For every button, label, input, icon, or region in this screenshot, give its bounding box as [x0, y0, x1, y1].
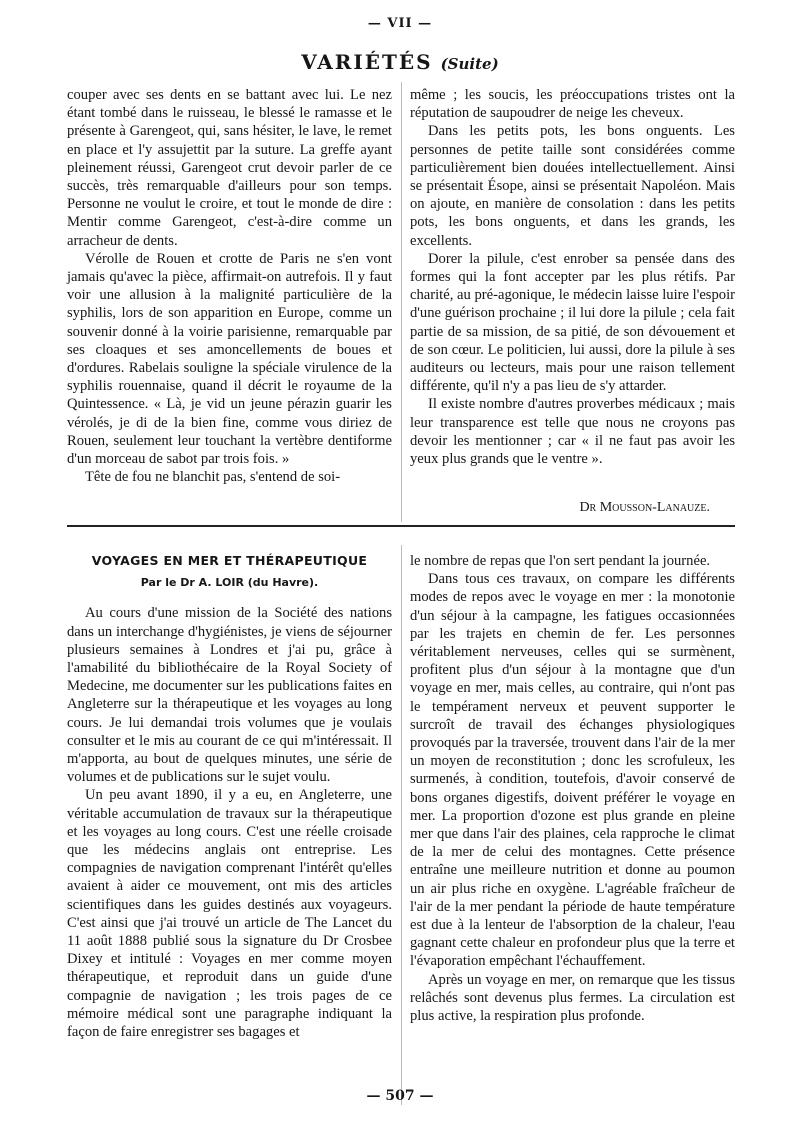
paragraph: Tête de fou ne blanchit pas, s'entend de soi-	[85, 469, 341, 486]
paragraph: Il existe nombre d'autres proverbes médicaux ; mais leur transparence est telle que nous ne croyons pas devoir les mentionner ; car « il ne faut pas avoir les yeux plus grands que le ventre ».	[410, 396, 735, 468]
page-number: — 507 —	[366, 1088, 434, 1104]
paragraph: Dans les petits pots, les bons onguents. Les personnes de petite taille sont considérées comme particulièrement bien douées intellectuellement. Ainsi se présentait Ésope, ainsi se présentait Napoléon. Mais on ajoute, en manière de consolation : dans les petits pots, les bons onguents, et dans les grands, les excellents.	[410, 123, 735, 249]
paragraph: Dorer la pilule, c'est enrober sa pensée dans des formes qui la font accepter par les plus rétifs. Par charité, au pré-agonique, le médecin laisse luire l'espoir d'une guérison prochaine ; il lui dore la pilule ; cela fait partie de sa mission, de sa pitié, de son dévouement et de son cœur. Le politicien, lui aussi, dore la pilule à ses auditeurs ou lecteurs, mais pour une raison tellement différente, qu'il n'y a pas lieu de s'y attarder.	[410, 250, 735, 395]
paragraph: Au cours d'une mission de la Société des nations dans un interchange d'hygiénistes, je viens de séjourner plusieurs semaines à Londres et j'ai pu, grâce à l'amabilité du bibliothécaire de la Royal Society of Medecine, me documenter sur les publications faites en Angleterre sur la thérapeutique et les voyages au long cours. Je lui demandai trois volumes que je voulais consulter et le mis au courant de ce qui m'intéressait. Il m'apporta, au bout de quelques minutes, une série de volumes et de publications sur le sujet voulu.	[67, 605, 392, 786]
paragraph: le nombre de repas que l'on sert pendant la journée.	[410, 553, 711, 569]
article-left-column	[67, 552, 392, 1041]
author-signature: Dr Mousson-Lanauze.	[579, 500, 710, 515]
article-title: VOYAGES EN MER ET THÉRAPEUTIQUE	[91, 553, 368, 568]
column-divider-top	[401, 82, 402, 522]
paragraph: couper avec ses dents en se battant avec lui. Le nez étant tombé dans le ruisseau, le blessé le ramasse et le présente à Garengeot, qui, sans hésiter, le lave, le remet en place et l'y assujettit par la suture. La greffe ayant pleinement réussi, Garengeot crut devoir parler de ce succès, très remarquable d'ailleurs pour son temps. Personne ne voulut le croire, et tout le monde de dire : Mentir comme Garengeot, c'est-à-dire comme un arracheur de dents.	[67, 87, 392, 249]
column-divider-bottom	[401, 545, 402, 1105]
roman-page-number: — VII —	[367, 16, 433, 31]
paragraph: Vérolle de Rouen et crotte de Paris ne s'en vont jamais qu'avec la pièce, affirmait-on autrefois. Il y faut voir une allusion à la malignité particulière de la syphilis, lors de son apparition en Europe, comme un souvenir donné à la voirie parisienne, remarquable par ses cloaques et ses amoncellements de boues et d'ordures. Rabelais souligne la spéciale virulence de la syphilis rouennaise, quand il décrit le royaume de la Quintessence. « Là, je vid un jeune pérazin guarir les vérolés, je di de la bien fine, comme vous diriez de Rouen, seulement leur touchant la vertèbre dentiforme d'un morceau de sabot par trois fois. »	[67, 250, 392, 468]
top-left-column	[67, 86, 392, 486]
top-right-column	[410, 86, 735, 468]
article-right-column	[410, 552, 735, 1025]
paragraph: Après un voyage en mer, on remarque que les tissus relâchés sont devenus plus fermes. La circulation est plus active, la respiration plus profonde.	[410, 971, 735, 1025]
section-title	[0, 50, 800, 74]
section-name: VARIÉTÉS	[301, 50, 433, 74]
paragraph: même ; les soucis, les préoccupations tristes ont la réputation de saupoudrer de neige les cheveux.	[410, 87, 735, 122]
article-byline: Par le Dr A. LOIR (du Havre).	[140, 576, 319, 590]
horizontal-divider	[67, 525, 735, 527]
paragraph: Un peu avant 1890, il y a eu, en Angleterre, une véritable accumulation de travaux sur la thérapeutique et les voyages au long cours. C'est une réelle croisade que les médecins anglais ont entreprise. Les compagnies de navigation comprenant l'intérêt qu'elles avaient à aider ce mouvement, ont mis des articles scientifiques dans les guides destinés aux voyageurs. C'est ainsi que j'ai trouvé un article de The Lancet du 11 août 1888 publié sous la signature du Dr Crosbee Dixey et intitulé : Voyages en mer comme moyen thérapeutique, et reproduit dans un guide d'une compagnie de navigation ; les trois pages de ce mémoire médical sont une paragraphe indiquant la façon de faire enregistrer ses bagages et	[67, 787, 392, 1041]
paragraph: Dans tous ces travaux, on compare les différents modes de repos avec le voyage en mer : la monotonie d'un séjour à la campagne, les fatigues occasionnées par les trajets en chemin de fer. Les personnes véritablement nerveuses, celles qui se surmènent, profitent plus d'un séjour à la montagne que d'un voyage en mer, mais celles, au contraire, qui n'ont pas le tempérament nerveux et peuvent supporter le surcroît de travail des échanges physiologiques provoqués par la traversée, trouvent dans l'air de la mer un moyen de reconstitution ; donc les scrofuleux, les surmenés, à condition, toutefois, d'avoir conservé de bons organes digestifs, doivent préférer le voyage en mer. La proportion d'ozone est plus grande en pleine mer que dans l'air des plaines, cela rapproche le climat de la mer de celui des montagnes. Cette présence entraîne une meilleure nutrition et donne au poumon un air plus riche en oxygène. L'agréable fraîcheur de l'air de la mer pendant la période de haute température est due à la lenteur de l'absorption de la chaleur, l'eau gagnant cette chaleur en profondeur plus que la terre et l'évaporation empêchant l'échauffement.	[410, 571, 735, 970]
section-suffix: (Suite)	[440, 55, 499, 73]
